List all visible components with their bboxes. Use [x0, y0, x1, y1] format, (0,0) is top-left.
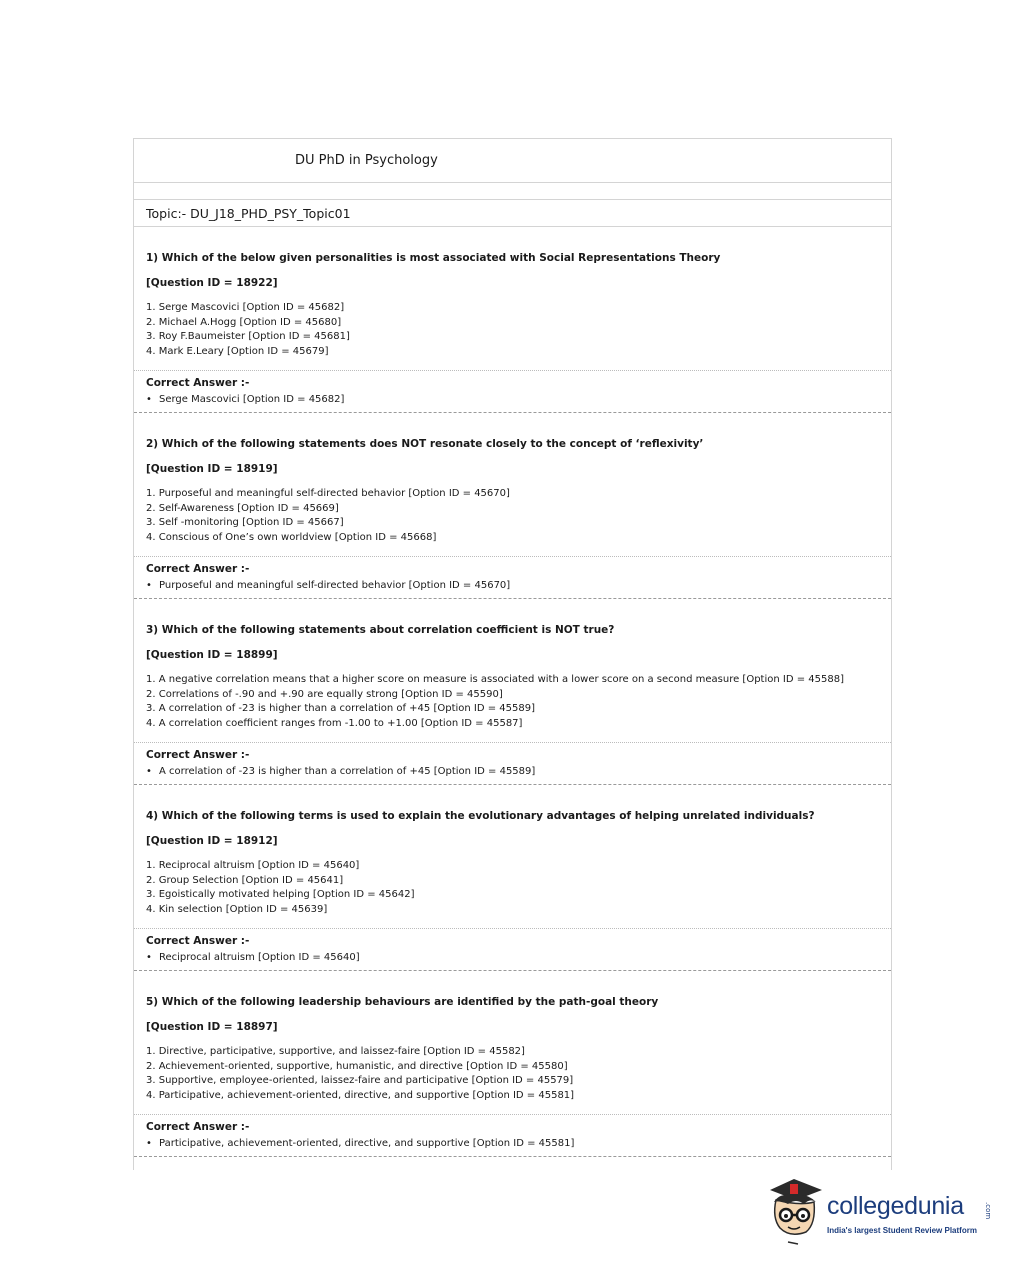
- question-text: 3) Which of the following statements about correlation coefficient is NOT true?: [146, 624, 615, 636]
- option-item: 4. Participative, achievement-oriented, directive, and supportive [Option ID = 45581]: [146, 1090, 575, 1102]
- correct-answer-text: Purposeful and meaningful self-directed behavior [Option ID = 45670]: [159, 580, 511, 591]
- option-item: 3. A correlation of -23 is higher than a correlation of +45 [Option ID = 45589]: [146, 703, 536, 715]
- option-list: [146, 301, 350, 360]
- bullet-icon: •: [146, 394, 152, 405]
- option-item: 1. Reciprocal altruism [Option ID = 45640]: [146, 860, 360, 871]
- graduate-mascot-icon: [766, 1178, 826, 1248]
- option-item: 2. Correlations of -.90 and +.90 are equally strong [Option ID = 45590]: [146, 688, 503, 700]
- correct-answer-label: Correct Answer :-: [146, 377, 250, 389]
- collegedunia-logo[interactable]: [766, 1178, 992, 1248]
- document-title: DU PhD in Psychology: [134, 139, 891, 183]
- option-item: 4. Mark E.Leary [Option ID = 45679]: [146, 346, 329, 358]
- exam-paper: [133, 138, 892, 1170]
- option-list: [146, 1045, 574, 1104]
- correct-answer-text: A correlation of -23 is higher than a correlation of +45 [Option ID = 45589]: [159, 766, 536, 777]
- option-item: 4. A correlation coefficient ranges from -1.00 to +1.00 [Option ID = 45587]: [146, 718, 523, 730]
- topic-label: Topic:- DU_J18_PHD_PSY_Topic01: [134, 200, 891, 227]
- question-text: 5) Which of the following leadership behaviours are identified by the path-goal theory: [146, 996, 659, 1008]
- option-item: 3. Supportive, employee-oriented, laissez-faire and participative [Option ID = 45579]: [146, 1075, 574, 1087]
- question-id: [Question ID = 18897]: [146, 1021, 278, 1033]
- correct-answer-text: Serge Mascovici [Option ID = 45682]: [159, 394, 345, 405]
- option-item: 2. Group Selection [Option ID = 45641]: [146, 874, 344, 886]
- bullet-icon: •: [146, 952, 152, 963]
- option-item: 1. A negative correlation means that a higher score on measure is associated with a lower score on a second measure [Option ID = 45588]: [146, 674, 844, 685]
- question-text: 4) Which of the following terms is used to explain the evolutionary advantages of helping unrelated individuals?: [146, 810, 815, 822]
- correct-answer-label: Correct Answer :-: [146, 749, 250, 761]
- bullet-icon: •: [146, 1138, 152, 1149]
- question-id: [Question ID = 18919]: [146, 463, 278, 475]
- option-list: [146, 859, 415, 918]
- answer-divider: [134, 928, 891, 929]
- option-item: 4. Kin selection [Option ID = 45639]: [146, 904, 328, 916]
- option-item: 1. Serge Mascovici [Option ID = 45682]: [146, 302, 345, 313]
- bullet-icon: •: [146, 766, 152, 777]
- question-block: [134, 785, 891, 971]
- question-block: [134, 227, 891, 413]
- option-item: 1. Directive, participative, supportive, and laissez-faire [Option ID = 45582]: [146, 1046, 525, 1057]
- question-block: [134, 413, 891, 599]
- correct-answer-label: Correct Answer :-: [146, 935, 250, 947]
- option-item: 3. Self -monitoring [Option ID = 45667]: [146, 517, 344, 529]
- question-text: 1) Which of the below given personalities is most associated with Social Representations Theory: [146, 252, 721, 264]
- logo-domain-suffix: .com: [984, 1202, 992, 1220]
- correct-answer-text: Reciprocal altruism [Option ID = 45640]: [159, 952, 360, 963]
- option-item: 3. Roy F.Baumeister [Option ID = 45681]: [146, 331, 350, 343]
- correct-answer-label: Correct Answer :-: [146, 1121, 250, 1133]
- question-text: 2) Which of the following statements does NOT resonate closely to the concept of ‘reflexivity’: [146, 438, 704, 450]
- answer-divider: [134, 370, 891, 371]
- question-id: [Question ID = 18912]: [146, 835, 278, 847]
- answer-divider: [134, 742, 891, 743]
- option-item: 4. Conscious of One’s own worldview [Option ID = 45668]: [146, 532, 437, 544]
- correct-answer: [146, 394, 344, 405]
- question-id: [Question ID = 18899]: [146, 649, 278, 661]
- answer-divider: [134, 556, 891, 557]
- option-item: 2. Self-Awareness [Option ID = 45669]: [146, 502, 339, 514]
- option-list: [146, 673, 844, 732]
- correct-answer-text: Participative, achievement-oriented, directive, and supportive [Option ID = 45581]: [159, 1138, 575, 1149]
- question-block: [134, 971, 891, 1157]
- correct-answer: [146, 766, 535, 777]
- logo-tagline: India's largest Student Review Platform: [827, 1226, 977, 1235]
- bullet-icon: •: [146, 580, 152, 591]
- answer-divider: [134, 1114, 891, 1115]
- correct-answer-label: Correct Answer :-: [146, 563, 250, 575]
- question-block: [134, 599, 891, 785]
- option-item: 1. Purposeful and meaningful self-directed behavior [Option ID = 45670]: [146, 488, 510, 499]
- correct-answer: [146, 1138, 574, 1149]
- option-item: 3. Egoistically motivated helping [Option ID = 45642]: [146, 889, 415, 901]
- logo-wordmark: collegedunia: [827, 1192, 964, 1220]
- spacer-row: [134, 183, 891, 200]
- question-id: [Question ID = 18922]: [146, 277, 278, 289]
- correct-answer: [146, 580, 510, 591]
- question-list: [134, 227, 891, 1157]
- option-list: [146, 487, 510, 546]
- option-item: 2. Achievement-oriented, supportive, humanistic, and directive [Option ID = 45580]: [146, 1060, 568, 1072]
- option-item: 2. Michael A.Hogg [Option ID = 45680]: [146, 316, 342, 328]
- correct-answer: [146, 952, 360, 963]
